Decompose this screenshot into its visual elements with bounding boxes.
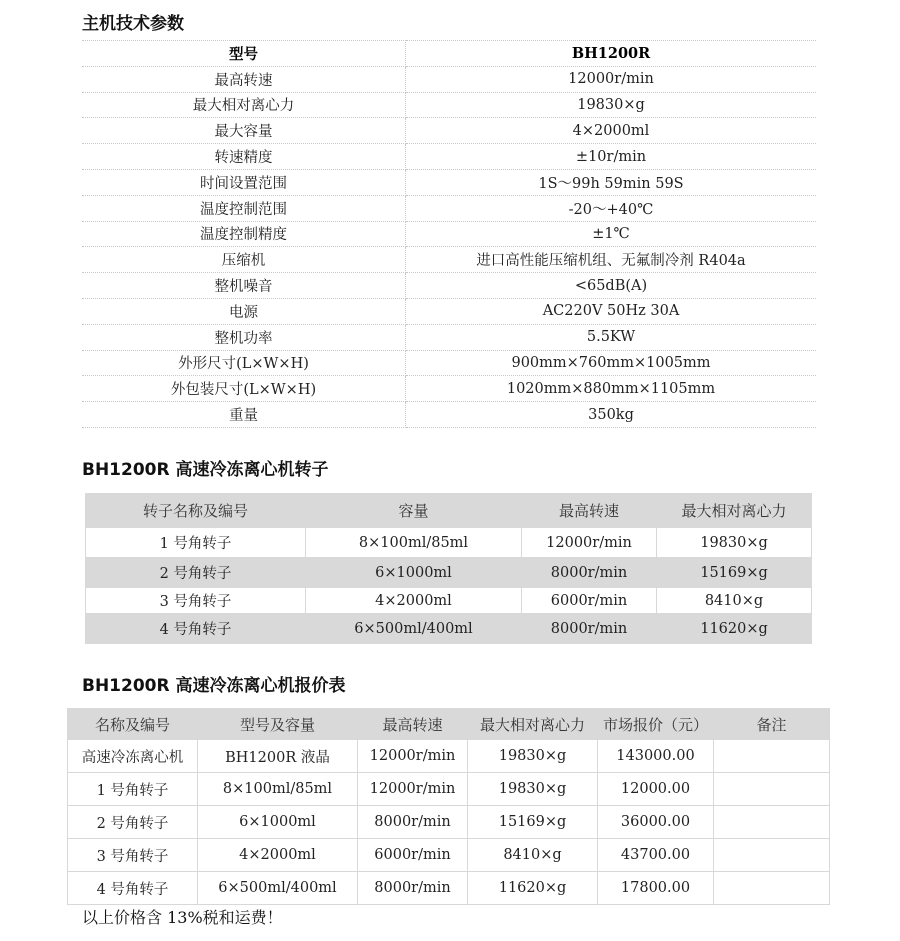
price-section-title: BH1200R 高速冷冻离心机报价表 <box>82 676 346 696</box>
rotor-cell: 6×500ml/400ml <box>306 614 522 644</box>
rotor-cell: 1 号角转子 <box>86 528 306 558</box>
rotor-cell: 8410×g <box>657 588 812 614</box>
rotor-cell: 8000r/min <box>522 558 657 588</box>
rotor-header-row <box>86 494 812 528</box>
spec-param-name: 整机功率 <box>82 324 406 350</box>
price-remark-cell <box>714 773 830 806</box>
price-cell: 4 号角转子 <box>68 872 198 905</box>
price-remark-cell <box>714 839 830 872</box>
spec-row <box>82 350 816 376</box>
price-cell: 8410×g <box>468 839 598 872</box>
spec-param-name: 重量 <box>82 402 406 428</box>
rotor-row <box>86 528 812 558</box>
spec-row <box>82 376 816 402</box>
spec-param-value: 进口高性能压缩机组、无氟制冷剂 R404a <box>406 247 817 273</box>
spec-param-value: 350kg <box>406 402 817 428</box>
rotor-cell: 15169×g <box>657 558 812 588</box>
spec-param-name: 转速精度 <box>82 144 406 170</box>
rotor-cell: 3 号角转子 <box>86 588 306 614</box>
spec-header-label: 型号 <box>82 41 406 67</box>
price-cell: 6000r/min <box>358 839 468 872</box>
spec-param-value: AC220V 50Hz 30A <box>406 298 817 324</box>
spec-param-name: 温度控制范围 <box>82 195 406 221</box>
rotor-cell: 6000r/min <box>522 588 657 614</box>
rotor-row <box>86 588 812 614</box>
rotor-row <box>86 614 812 644</box>
spec-param-name: 最高转速 <box>82 66 406 92</box>
price-header-row <box>68 709 830 740</box>
rotor-cell: 12000r/min <box>522 528 657 558</box>
price-cell: 19830×g <box>468 773 598 806</box>
price-row <box>68 839 830 872</box>
price-remark-cell <box>714 806 830 839</box>
price-cell: 8000r/min <box>358 806 468 839</box>
spec-row <box>82 118 816 144</box>
price-row <box>68 740 830 773</box>
spec-row <box>82 169 816 195</box>
price-cell: 12000r/min <box>358 740 468 773</box>
spec-param-value: 12000r/min <box>406 66 817 92</box>
footer-note: 以上价格含 13%税和运费！ <box>82 908 283 927</box>
spec-row <box>82 195 816 221</box>
price-cell: 2 号角转子 <box>68 806 198 839</box>
price-table <box>67 708 830 905</box>
spec-param-name: 外包装尺寸(L×W×H) <box>82 376 406 402</box>
price-column-header: 最高转速 <box>358 709 468 740</box>
price-cell: 11620×g <box>468 872 598 905</box>
spec-param-value: <65dB(A) <box>406 273 817 299</box>
spec-param-value: ±10r/min <box>406 144 817 170</box>
spec-row <box>82 221 816 247</box>
price-cell: BH1200R 液晶 <box>198 740 358 773</box>
spec-param-name: 最大相对离心力 <box>82 92 406 118</box>
spec-param-name: 电源 <box>82 298 406 324</box>
rotor-row <box>86 558 812 588</box>
spec-row <box>82 66 816 92</box>
spec-param-value: 5.5KW <box>406 324 817 350</box>
price-column-header: 最大相对离心力 <box>468 709 598 740</box>
spec-row <box>82 247 816 273</box>
price-cell: 43700.00 <box>598 839 714 872</box>
rotor-cell: 8000r/min <box>522 614 657 644</box>
rotor-column-header: 转子名称及编号 <box>86 494 306 528</box>
rotor-section-title: BH1200R 高速冷冻离心机转子 <box>82 460 329 480</box>
price-column-header: 市场报价（元） <box>598 709 714 740</box>
price-cell: 8×100ml/85ml <box>198 773 358 806</box>
rotor-cell: 4 号角转子 <box>86 614 306 644</box>
spec-row <box>82 273 816 299</box>
spec-param-value: 900mm×760mm×1005mm <box>406 350 817 376</box>
price-cell: 36000.00 <box>598 806 714 839</box>
price-cell: 12000.00 <box>598 773 714 806</box>
price-cell: 12000r/min <box>358 773 468 806</box>
price-cell: 1 号角转子 <box>68 773 198 806</box>
spec-row <box>82 92 816 118</box>
price-column-header: 名称及编号 <box>68 709 198 740</box>
spec-row <box>82 324 816 350</box>
price-cell: 高速冷冻离心机 <box>68 740 198 773</box>
price-row <box>68 806 830 839</box>
rotor-cell: 2 号角转子 <box>86 558 306 588</box>
spec-section-title: 主机技术参数 <box>82 14 184 34</box>
spec-header-model: BH1200R <box>406 41 817 67</box>
spec-param-value: -20～+40℃ <box>406 195 817 221</box>
spec-row <box>82 298 816 324</box>
price-remark-cell <box>714 740 830 773</box>
rotor-column-header: 最高转速 <box>522 494 657 528</box>
spec-row <box>82 402 816 428</box>
price-cell: 6×1000ml <box>198 806 358 839</box>
price-column-header: 型号及容量 <box>198 709 358 740</box>
rotor-column-header: 容量 <box>306 494 522 528</box>
spec-row <box>82 144 816 170</box>
price-remark-cell <box>714 872 830 905</box>
spec-param-value: 19830×g <box>406 92 817 118</box>
price-cell: 19830×g <box>468 740 598 773</box>
rotor-column-header: 最大相对离心力 <box>657 494 812 528</box>
spec-table <box>82 40 816 428</box>
price-cell: 8000r/min <box>358 872 468 905</box>
spec-param-name: 外形尺寸(L×W×H) <box>82 350 406 376</box>
spec-param-value: 1020mm×880mm×1105mm <box>406 376 817 402</box>
rotor-cell: 11620×g <box>657 614 812 644</box>
spec-param-name: 整机噪音 <box>82 273 406 299</box>
spec-param-name: 时间设置范围 <box>82 169 406 195</box>
price-cell: 15169×g <box>468 806 598 839</box>
price-cell: 3 号角转子 <box>68 839 198 872</box>
rotor-table <box>85 493 812 644</box>
price-cell: 143000.00 <box>598 740 714 773</box>
rotor-cell: 4×2000ml <box>306 588 522 614</box>
price-cell: 4×2000ml <box>198 839 358 872</box>
rotor-cell: 19830×g <box>657 528 812 558</box>
price-cell: 17800.00 <box>598 872 714 905</box>
spec-param-value: 4×2000ml <box>406 118 817 144</box>
spec-param-value: ±1℃ <box>406 221 817 247</box>
spec-header-row <box>82 41 816 67</box>
spec-param-name: 最大容量 <box>82 118 406 144</box>
price-column-header: 备注 <box>714 709 830 740</box>
price-row <box>68 872 830 905</box>
rotor-cell: 8×100ml/85ml <box>306 528 522 558</box>
spec-param-value: 1S～99h 59min 59S <box>406 169 817 195</box>
spec-param-name: 温度控制精度 <box>82 221 406 247</box>
price-row <box>68 773 830 806</box>
spec-param-name: 压缩机 <box>82 247 406 273</box>
price-cell: 6×500ml/400ml <box>198 872 358 905</box>
rotor-cell: 6×1000ml <box>306 558 522 588</box>
